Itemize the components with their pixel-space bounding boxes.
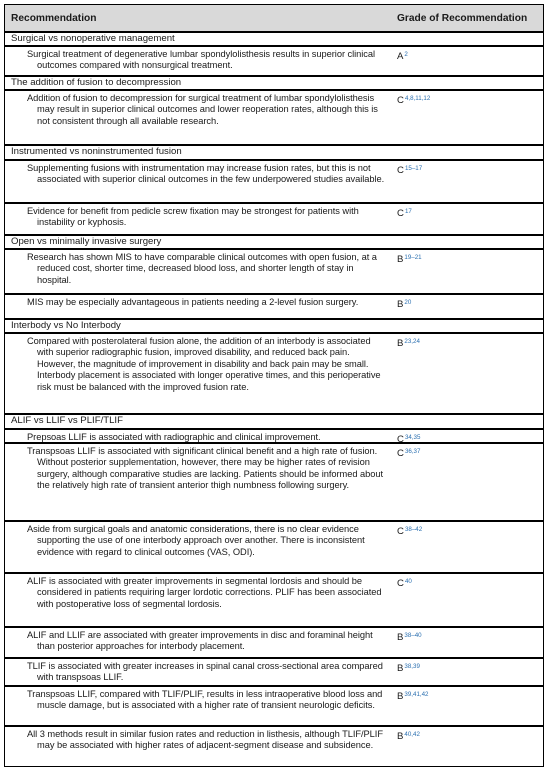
section-title: ALIF vs LLIF vs PLIF/TLIF xyxy=(5,415,543,430)
grade-letter: B xyxy=(397,731,404,742)
grade-cell xyxy=(397,729,420,743)
table-row xyxy=(5,47,543,77)
reference-citation[interactable]: 17 xyxy=(404,208,412,215)
recommendation-text: TLIF is associated with greater increases in spinal canal cross-sectional area compared with transpsoas LLIF. xyxy=(27,661,383,683)
table-row xyxy=(5,687,543,727)
section-title: Instrumented vs noninstrumented fusion xyxy=(5,146,543,161)
reference-citation[interactable]: 38–40 xyxy=(404,632,422,639)
reference-citation[interactable]: 15–17 xyxy=(404,165,423,172)
header-recommendation: Recommendation xyxy=(11,13,97,24)
table-row xyxy=(5,522,543,574)
table-row xyxy=(5,574,543,628)
grade-cell xyxy=(397,689,429,703)
section-title: Surgical vs nonoperative management xyxy=(5,33,543,47)
grade-letter: C xyxy=(397,208,404,219)
grade-cell xyxy=(397,93,430,107)
grade-letter: B xyxy=(397,663,404,674)
table-row xyxy=(5,444,543,522)
reference-citation[interactable]: 38–42 xyxy=(404,526,423,533)
recommendation-text: ALIF and LLIF are associated with greater improvements in disc and foraminal height than posterior approaches for interbody placement. xyxy=(27,630,373,652)
table-row xyxy=(5,295,543,320)
table-row xyxy=(5,91,543,146)
table-row xyxy=(5,250,543,295)
table-row xyxy=(5,204,543,236)
reference-citation[interactable]: 36,37 xyxy=(404,448,421,455)
grade-letter: A xyxy=(397,51,404,62)
recommendation-text: Transpsoas LLIF is associated with significant clinical benefit and a high rate of fusion. Without posterior supplementation, however, there may be higher rates of revision surgery, although comparative studies are lacking. Patients should be informed about the relatively high rate of transient anterior thigh numbness following surgery. xyxy=(27,446,384,491)
table-header xyxy=(5,5,543,33)
table-row xyxy=(5,727,543,767)
table-row xyxy=(5,628,543,659)
section-title: Open vs minimally invasive surgery xyxy=(5,236,543,250)
grade-cell xyxy=(397,630,422,644)
grade-cell xyxy=(397,163,422,177)
grade-cell xyxy=(397,252,422,266)
grade-letter: B xyxy=(397,632,404,643)
recommendation-text: Addition of fusion to decompression for surgical treatment of lumbar spondylolisthesis may result in superior clinical outcomes and lower reoperation rates, although this is not consistent through all available research. xyxy=(27,93,378,126)
grade-letter: C xyxy=(397,448,404,459)
grade-letter: C xyxy=(397,578,404,589)
section-title: The addition of fusion to decompression xyxy=(5,77,543,91)
recommendations-table xyxy=(4,4,544,767)
recommendation-text: Surgical treatment of degenerative lumbar spondylolisthesis results in superior clinical outcomes compared with nonsurgical treatment. xyxy=(27,49,376,71)
reference-citation[interactable]: 39,41,42 xyxy=(404,691,429,698)
grade-letter: B xyxy=(397,338,404,349)
grade-cell xyxy=(397,206,412,220)
table-row xyxy=(5,161,543,204)
table-row xyxy=(5,659,543,687)
reference-citation[interactable]: 2 xyxy=(404,51,408,58)
grade-cell xyxy=(397,576,412,590)
recommendation-text: Transpsoas LLIF, compared with TLIF/PLIF, results in less intraoperative blood loss and muscle damage, but is associated with a higher rate of transient neurologic deficits. xyxy=(27,689,383,711)
table-row xyxy=(5,430,543,444)
grade-letter: C xyxy=(397,526,404,537)
reference-citation[interactable]: 40 xyxy=(404,578,412,585)
grade-letter: C xyxy=(397,95,404,106)
recommendation-text: All 3 methods result in similar fusion rates and reduction in listhesis, although TLIF/PLIF may be associated with higher rates of adjacent-segment disease and subsidence. xyxy=(27,729,383,751)
recommendation-text: Supplementing fusions with instrumentation may increase fusion rates, but this is not associated with superior clinical outcomes in the few underpowered studies available. xyxy=(27,163,385,185)
grade-cell xyxy=(397,297,411,311)
grade-letter: B xyxy=(397,691,404,702)
reference-citation[interactable]: 19–21 xyxy=(404,254,422,261)
table-row xyxy=(5,334,543,415)
grade-letter: C xyxy=(397,434,404,445)
recommendation-text: Evidence for benefit from pedicle screw fixation may be strongest for patients with instability or kyphosis. xyxy=(27,206,359,228)
header-grade: Grade of Recommendation xyxy=(397,13,528,24)
recommendation-text: Research has shown MIS to have comparable clinical outcomes with open fusion, at a reduced cost, shorter time, decreased blood loss, and shorter length of stay in hospital. xyxy=(27,252,377,285)
recommendation-text: MIS may be especially advantageous in patients needing a 2-level fusion surgery. xyxy=(27,297,359,307)
reference-citation[interactable]: 4,8,11,12 xyxy=(404,95,431,102)
reference-citation[interactable]: 23,24 xyxy=(404,338,420,345)
recommendation-text: Compared with posterolateral fusion alone, the addition of an interbody is associated with superior radiographic fusion, improved disability, and reduced back pain. However, the magnitude of improvement in disability and back pain may be small. Interbody placement is associated with longer operative times, and this perioperative risk must be balanced with the improved fusion rate. xyxy=(27,336,381,392)
reference-citation[interactable]: 40,42 xyxy=(404,731,420,738)
grade-letter: B xyxy=(397,254,404,265)
grade-cell xyxy=(397,661,420,675)
grade-letter: C xyxy=(397,165,404,176)
recommendation-text: Prepsoas LLIF is associated with radiographic and clinical improvement. xyxy=(27,432,321,442)
grade-cell xyxy=(397,524,422,538)
recommendation-text: Aside from surgical goals and anatomic considerations, there is no clear evidence supporting the use of one interbody approach over another. There is inconsistent evidence with regard to clinical outcomes (VAS, ODI). xyxy=(27,524,365,557)
reference-citation[interactable]: 20 xyxy=(404,299,412,306)
grade-cell xyxy=(397,336,420,350)
grade-letter: B xyxy=(397,299,404,310)
section-title: Interbody vs No Interbody xyxy=(5,320,543,334)
reference-citation[interactable]: 38,39 xyxy=(404,663,420,670)
grade-cell xyxy=(397,446,420,460)
recommendation-text: ALIF is associated with greater improvements in segmental lordosis and should be considered in patients requiring larger lordotic corrections. PLIF has been associated with postoperative loss of segmental lordosis. xyxy=(27,576,382,609)
reference-citation[interactable]: 34,35 xyxy=(404,434,421,441)
grade-cell xyxy=(397,49,408,63)
